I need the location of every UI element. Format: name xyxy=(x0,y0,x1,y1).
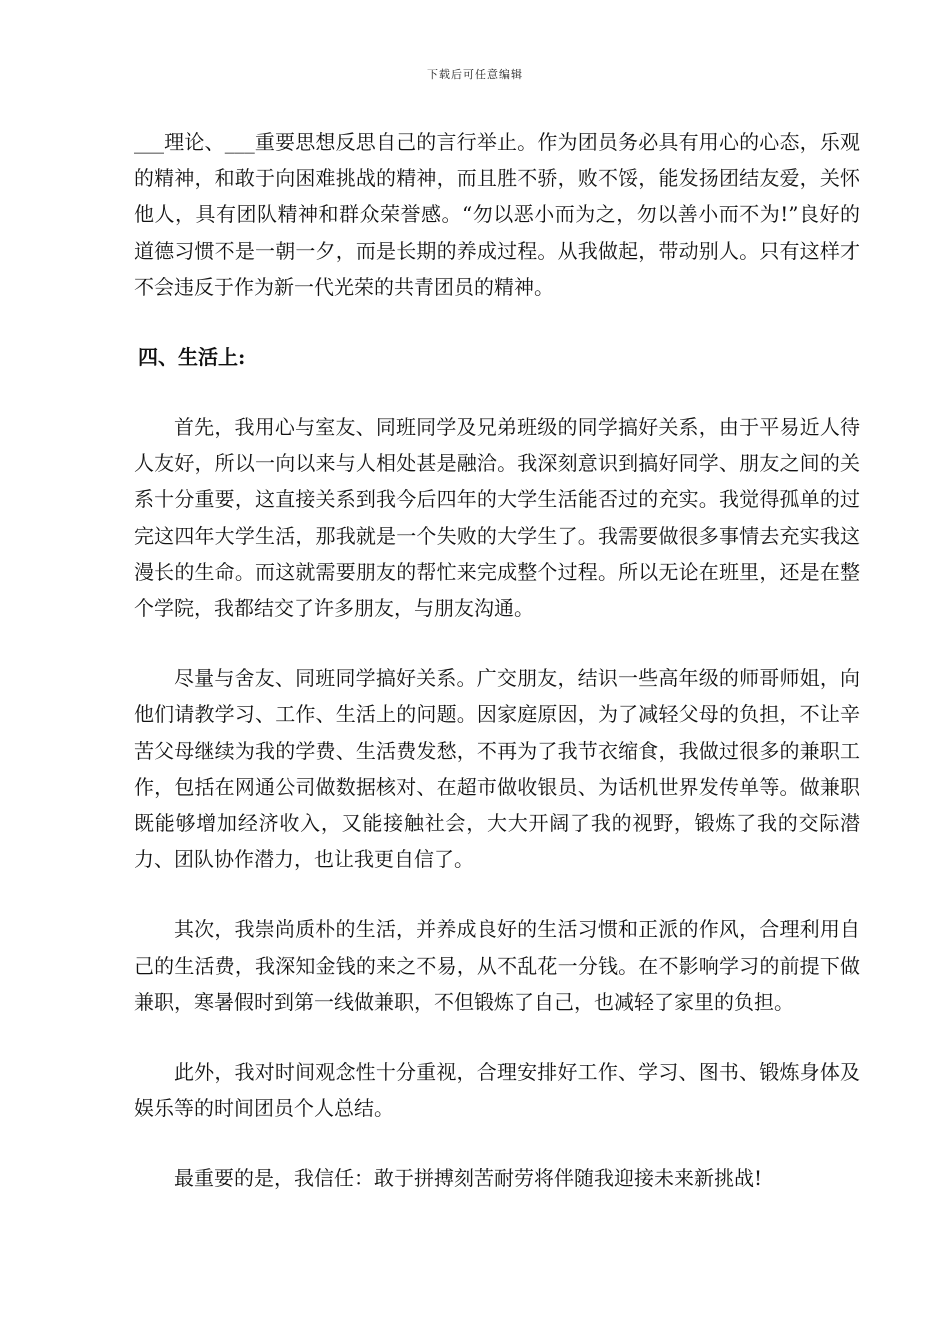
section-heading: 四、生活上: xyxy=(138,345,246,370)
paragraph-time: 此外，我对时间观念性十分重视，合理安排好工作、学习、图书、锻炼身体及娱乐等的时间团员个人总结。 xyxy=(134,1060,860,1121)
paragraph-intro: ___理论、___重要思想反思自己的言行举止。作为团员务必具有用心的心态，乐观的精神，和敢于向困难挑战的精神，而且胜不骄，败不馁，能发扬团结友爱，关怀他人，具有团队精神和群众荣誉感。“勿以恶小而为之，勿以善小而不为!”良好的道德习惯不是一朝一夕，而是长期的养成过程。从我做起，带动别人。只有这样才不会违反于作为新一代光荣的共青团员的精神。 xyxy=(134,130,860,299)
paragraph-frugal: 其次，我崇尚质朴的生活，并养成良好的生活习惯和正派的作风，合理利用自己的生活费，我深知金钱的来之不易，从不乱花一分钱。在不影响学习的前提下做兼职，寒暑假时到第一线做兼职，不但锻炼了自己，也减轻了家里的负担。 xyxy=(134,917,860,1014)
paragraph-relations: 首先，我用心与室友、同班同学及兄弟班级的同学搞好关系，由于平易近人待人友好，所以一向以来与人相处甚是融洽。我深刻意识到搞好同学、朋友之间的关系十分重要，这直接关系到我今后四年的大学生活能否过的充实。我觉得孤单的过完这四年大学生活，那我就是一个失败的大学生了。我需要做很多事情去充实我这漫长的生命。而这就需要朋友的帮忙来完成整个过程。所以无论在班里，还是在整个学院，我都结交了许多朋友，与朋友沟通。 xyxy=(134,415,860,621)
paragraph-gap xyxy=(134,1020,860,1054)
paragraph-gap xyxy=(134,1126,860,1160)
paragraph-gap xyxy=(134,626,860,660)
paragraph-gap xyxy=(134,877,860,911)
paragraph-conclusion: 最重要的是，我信任：敢于拼搏刻苦耐劳将伴随我迎接未来新挑战! xyxy=(174,1166,763,1191)
paragraph-gap xyxy=(134,305,860,339)
paragraph-part-time: 尽量与舍友、同班同学搞好关系。广交朋友，结识一些高年级的师哥师姐，向他们请教学习、工作、生活上的问题。因家庭原因，为了减轻父母的负担，不让辛苦父母继续为我的学费、生活费发愁，不再为了我节衣缩食，我做过很多的兼职工作，包括在网通公司做数据核对、在超市做收银员、为话机世界发传单等。做兼职既能够增加经济收入，又能接触社会，大大开阔了我的视野，锻炼了我的交际潜力、团队协作潜力，也让我更自信了。 xyxy=(134,666,860,872)
header-note: 下载后可任意编辑 xyxy=(427,68,523,81)
document-body xyxy=(134,124,860,1197)
paragraph-gap xyxy=(134,375,860,409)
